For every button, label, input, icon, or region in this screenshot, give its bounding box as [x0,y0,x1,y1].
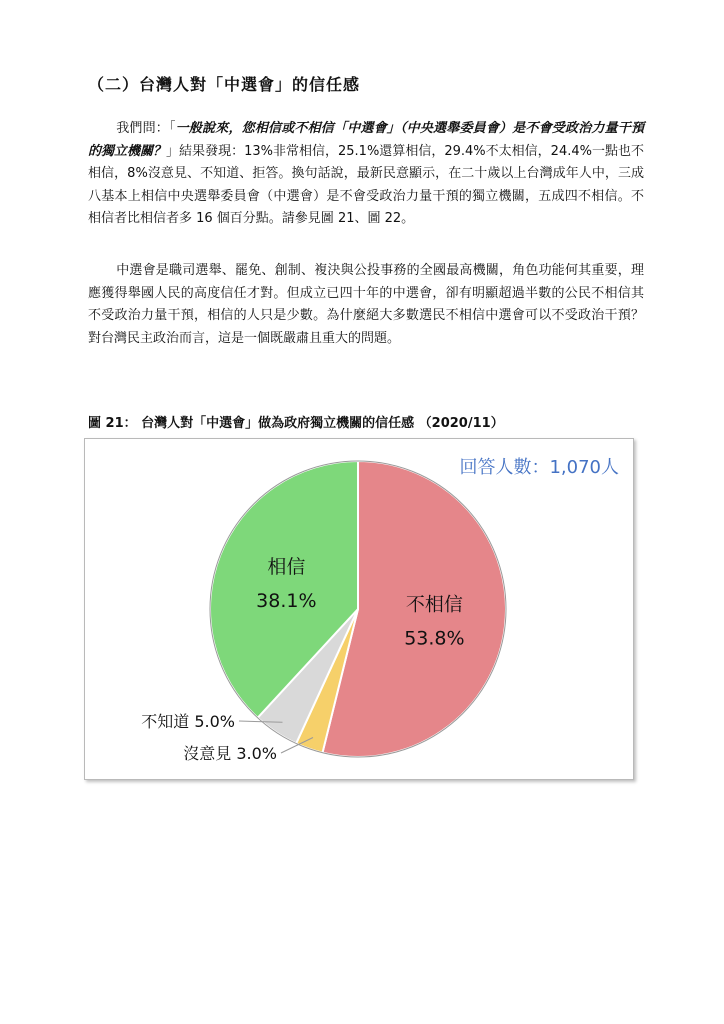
p2-text: 中選會是職司選舉、罷免、創制、複決與公投事務的全國最高機關，角色功能何其重要，理應獲得舉國人民的高度信任才對。但成立已四十年的中選會，卻有明顯超過半數的公民不相信其不受政治力量干預，相信的人只是少數。為什麼絕大多數選民不相信中選會可以不受政治干預？對台灣民主政治而言，這是一個既嚴肅且重大的問題。 [88,263,644,346]
p1-close: 」結果發現：13%非常相信，25.1%還算相信，29.4%不太相信，24.4%一點也不相信，8%沒意見、不知道、拒答。換句話說，最新民意顯示，在二十歲以上台灣成年人中，三成八基本上相信中央選舉委員會（中選會）是不會受政治力量干預的獨立機關，五成四不相信。不相信者比相信者多 16 個百分點。請參見圖 21、圖 22。 [88,143,644,226]
p1-question: 一般說來，您相信或不相信「中選會」（中央選舉委員會）是不會受政治力量干預的獨立機關？ [88,121,644,159]
pie-chart [85,439,633,779]
figure-caption: 圖 21： 台灣人對「中選會」做為政府獨立機關的信任感 （2020/11） [88,416,504,431]
pie-chart-figure [84,438,634,780]
respondent-count: 回答人數：1,070人 [459,457,619,478]
p1-intro: 我們問：「 [116,121,176,136]
slice-value-3: 38.1% [256,589,317,612]
slice-outside-label-1: 沒意見 3.0% [183,744,277,763]
slice-outside-label-2: 不知道 5.0% [141,712,235,731]
slice-value-0: 53.8% [404,627,465,650]
paragraph-2 [88,260,644,350]
slice-label-3: 相信 [267,555,306,578]
paragraph-1 [88,118,644,231]
section-heading: （二）台灣人對「中選會」的信任感 [88,75,361,94]
slice-label-0: 不相信 [405,593,463,616]
